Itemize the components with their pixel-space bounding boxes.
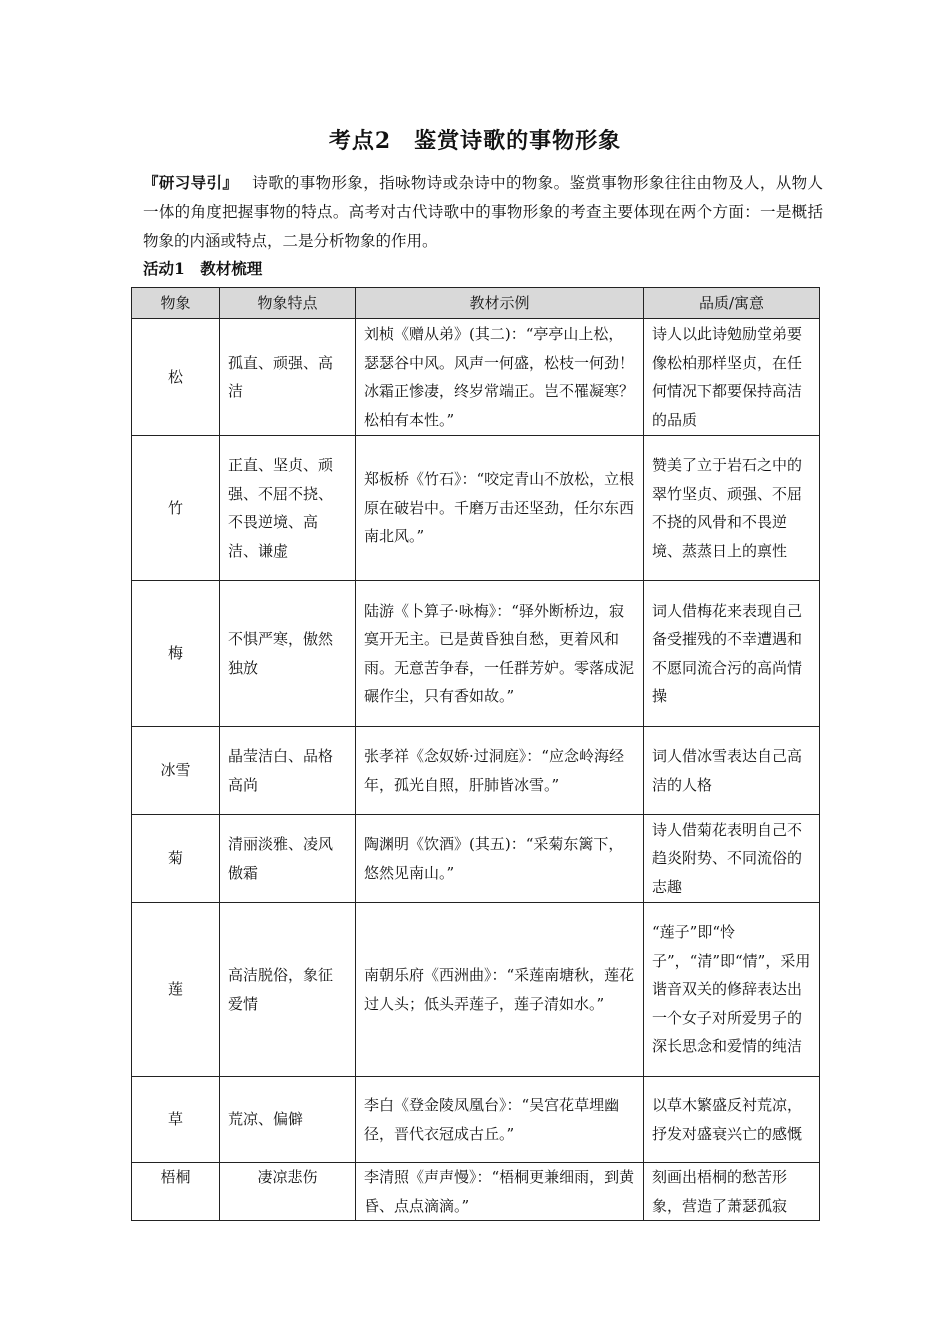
table-row	[132, 1077, 820, 1163]
cell-meaning: 词人借梅花来表现自己备受摧残的不幸遭遇和不愿同流合污的高尚情操	[644, 581, 820, 727]
table-row	[132, 1163, 820, 1221]
cell-example: 刘桢《赠从弟》(其二)：“亭亭山上松，瑟瑟谷中风。风声一何盛，松枝一何劲！冰霜正惨凄，终岁常端正。岂不罹凝寒？松柏有本性。”	[356, 319, 644, 436]
cell-example: 李清照《声声慢》：“梧桐更兼细雨，到黄昏、点点滴滴。”	[356, 1163, 644, 1221]
cell-object: 松	[132, 319, 220, 436]
table-row	[132, 815, 820, 903]
cell-trait: 凄凉悲伤	[220, 1163, 356, 1221]
cell-trait: 孤直、顽强、高洁	[220, 319, 356, 436]
cell-example: 陶渊明《饮酒》(其五)：“采菊东篱下，悠然见南山。”	[356, 815, 644, 903]
cell-object: 竹	[132, 436, 220, 581]
cell-object: 草	[132, 1077, 220, 1163]
intro-text: 诗歌的事物形象，指咏物诗或杂诗中的物象。鉴赏事物形象往往由物及人，从物人一体的角度把握事物的特点。高考对古代诗歌中的事物形象的考查主要体现在两个方面：一是概括物象的内涵或特点，二是分析物象的作用。	[143, 174, 823, 250]
cell-trait: 正直、坚贞、顽强、不屈不挠、不畏逆境、高洁、谦虚	[220, 436, 356, 581]
cell-example: 张孝祥《念奴娇·过洞庭》：“应念岭海经年，孤光自照，肝肺皆冰雪。”	[356, 727, 644, 815]
cell-object: 菊	[132, 815, 220, 903]
imagery-table	[131, 287, 820, 1221]
cell-example: 郑板桥《竹石》：“咬定青山不放松，立根原在破岩中。千磨万击还坚劲，任尔东西南北风。”	[356, 436, 644, 581]
cell-trait: 不惧严寒，傲然独放	[220, 581, 356, 727]
table-header-row	[132, 288, 820, 319]
intro-paragraph	[143, 168, 823, 256]
cell-example: 陆游《卜算子·咏梅》：“驿外断桥边，寂寞开无主。已是黄昏独自愁，更着风和雨。无意苦争春，一任群芳妒。零落成泥碾作尘，只有香如故。”	[356, 581, 644, 727]
cell-meaning: 刻画出梧桐的愁苦形象，营造了萧瑟孤寂	[644, 1163, 820, 1221]
header-trait: 物象特点	[220, 288, 356, 319]
table-row	[132, 903, 820, 1077]
activity-heading: 活动1 教材梳理	[143, 259, 263, 278]
cell-trait: 高洁脱俗，象征爱情	[220, 903, 356, 1077]
cell-object: 梧桐	[132, 1163, 220, 1221]
header-example: 教材示例	[356, 288, 644, 319]
table-row	[132, 727, 820, 815]
cell-trait: 晶莹洁白、品格高尚	[220, 727, 356, 815]
cell-example: 李白《登金陵凤凰台》：“吴宫花草埋幽径，晋代衣冠成古丘。”	[356, 1077, 644, 1163]
table-row	[132, 581, 820, 727]
cell-object: 冰雪	[132, 727, 220, 815]
cell-meaning: “莲子”即“怜子”，“清”即“情”，采用谐音双关的修辞表达出一个女子对所爱男子的深长思念和爱情的纯洁	[644, 903, 820, 1077]
cell-meaning: 诗人以此诗勉励堂弟要像松柏那样坚贞，在任何情况下都要保持高洁的品质	[644, 319, 820, 436]
cell-meaning: 诗人借菊花表明自己不趋炎附势、不同流俗的志趣	[644, 815, 820, 903]
intro-tag: 『研习导引』	[143, 173, 239, 192]
table-row	[132, 436, 820, 581]
header-meaning: 品质/寓意	[644, 288, 820, 319]
cell-object: 莲	[132, 903, 220, 1077]
cell-meaning: 赞美了立于岩石之中的翠竹坚贞、顽强、不屈不挠的风骨和不畏逆境、蒸蒸日上的禀性	[644, 436, 820, 581]
cell-trait: 清丽淡雅、凌风傲霜	[220, 815, 356, 903]
cell-meaning: 以草木繁盛反衬荒凉，抒发对盛衰兴亡的感慨	[644, 1077, 820, 1163]
page-title: 考点2 鉴赏诗歌的事物形象	[328, 128, 622, 154]
table-row	[132, 319, 820, 436]
cell-example: 南朝乐府《西洲曲》：“采莲南塘秋，莲花过人头；低头弄莲子，莲子清如水。”	[356, 903, 644, 1077]
cell-meaning: 词人借冰雪表达自己高洁的人格	[644, 727, 820, 815]
cell-object: 梅	[132, 581, 220, 727]
header-object: 物象	[132, 288, 220, 319]
cell-trait: 荒凉、偏僻	[220, 1077, 356, 1163]
